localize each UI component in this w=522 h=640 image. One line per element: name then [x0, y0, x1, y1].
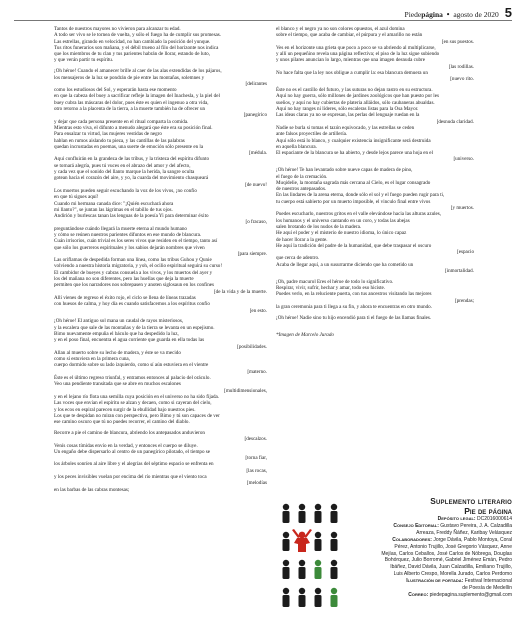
poem-line: [inmortalidad. [445, 267, 474, 274]
poem-line: Las estrellas, girando en velocidad, no han cambiado la posición del yunque. [54, 38, 211, 45]
legal-deposit [354, 516, 512, 523]
poem-line: y cómo se reúnen nuestros parientes difuntos en ese mundo de blancura. [54, 232, 202, 238]
poem-line: [desnuda claridad. [436, 118, 474, 125]
poem-line: Muqidelie, la montaña sagrada más cercana al Cielo, es el lugar consagrado [276, 179, 431, 186]
poem-line: y en el lejano río flota una semilla cuya posición en el universo no ha sido fijada. [54, 393, 220, 400]
poem-line: Para ensalzar tu virtud, las mujeres vestidas de negro [54, 131, 162, 138]
poem-line: [para siempre. [237, 250, 267, 257]
contributors-line-5: Ibáñez, David Dávila, Juan Calzadilla, Emiliano Trujillo, [390, 564, 512, 571]
poem-line: en que tú sigues aquí! [54, 194, 99, 201]
poem-line: Ves en el horizonte una grieta que poco a poco se va abriendo al multiplicarse, [276, 44, 436, 51]
cover-illustration-value-2: de Poesía de Medellín [462, 585, 512, 592]
poem-line: y en el poso final, encuentra el agua corriente que guarda en ella todas las [54, 337, 205, 344]
poem-line: con huesos de calma, y hoy día es cuando satisfacemos a los espíritus confío [54, 301, 210, 308]
figures-illustration [276, 497, 348, 623]
poem-line: [de la vida y de la muerte. [213, 288, 267, 295]
legal-deposit-value: DC2016000614 [476, 516, 512, 522]
poem-line: como los estudiosos del Sol, y esperarán hasta ese momento [54, 87, 177, 94]
poem-line: sobre el tiempo, que acaba de cambiar, el púrpura y el amarillo no están [276, 32, 423, 39]
publication-name-plain: Pie [404, 10, 415, 19]
contributors-line-4: Bohórquez, Julio Borromé, Gabriel Jiménez Emán, Pedro [384, 557, 512, 564]
poem-line: Allan al muerto sobre su lecho de madera, y éste se va mecido [54, 349, 181, 356]
image-credit: *Imagen de Marcelo Jurado [276, 332, 334, 339]
poem-line: y los peces invisibles vuelan por encima del río mientras que el viento toca [54, 473, 207, 480]
poem-line: cuerpo dormido sobre su lado izquierdo, como sí aún estuviera en el vientre [54, 362, 209, 369]
poem-line: y unos pilares anuncian lo largo, mientras que una imagen desnuda cubre [276, 57, 425, 64]
poem-line: el fuego de la cremación. [276, 173, 328, 180]
poem-line: En las lindares de la arena eterna, donde sólo el sol y el fuego pueden rugir para ti, [276, 192, 445, 199]
poem-line: Acaba de llegar aquí, a un susurrarme diciendo que ha cometido un [276, 261, 414, 268]
poem-line: ante falsos proyectiles de artillería. [276, 131, 348, 138]
poem-line: He aquí la tradición del padre de la humanidad, que debe traspasar el oscuro [276, 242, 432, 249]
header-info [405, 6, 512, 19]
poem-line: y la escalera que sale de las montañas y de la tierra se levanta en un espejismo. [54, 324, 215, 331]
advisory-board [354, 523, 512, 530]
poem-line: ¡Oh héroe! Nadie sino tu hijo encendió para ti el fuego de las llamas finales. [276, 314, 432, 321]
poem-line: como sí estuviera en la primera cuna, [54, 356, 130, 363]
contributors-line-2: Pérez, Antonio Trujillo, José Gregorio Vásquez, Anne [394, 543, 512, 550]
supplement-title [354, 497, 512, 506]
advisory-board-names-1: Gustavo Pereira, J. A. Calzadilla [440, 522, 512, 529]
poem-line: [materno. [247, 368, 267, 375]
poem-line: Las voces que envían el espíritu se alzan y decaen, como si cayeran del cielo, [54, 400, 212, 407]
poem-line: la gran ceremonia para ti llega a su fin, y ahora te encuentras en otro mundo. [276, 303, 433, 310]
issue-date: agosto de 2020 [453, 10, 499, 19]
poem-line: [de nuevo! [245, 181, 267, 188]
poem-line: No hace falta que la ley nos obligue a cumplir la: esa blancura demuera un [276, 70, 428, 77]
poem-line: Éste es el último regreso triunfal, y entramos entonces al palacio del oráculo. [54, 375, 211, 382]
contributors-line-1: Jorge Dávila, Pablo Montoya, Coral [433, 536, 512, 543]
contributors-label: Colaboradores: [392, 536, 432, 543]
poem-line: de hacer llorar a la gente. [276, 236, 328, 243]
poem-line: Andirión y burlescas tanan las lenguas de la poesía Yi para determinar éxito [54, 213, 209, 220]
poem-line: y allí un pequeñino revela una página reflectiva; el piso de la luz sigue subiendo [276, 51, 440, 58]
poem-line: [en sus puestos. [441, 38, 474, 45]
poem-line: [en esto. [249, 307, 267, 314]
cover-illustration-value-1: Festival Internacional [464, 578, 512, 585]
poem-line: [las rodillas. [448, 63, 474, 70]
poem-line: Recorre a pie el camino de blancura, abriendo los antepasados anduvieron [54, 429, 205, 436]
poem-column-left [54, 26, 267, 493]
poem-line: [descalzos. [244, 436, 267, 443]
poem-line: ¡Oh héroe! El antiguo sol mana un caudal de rayos misteriosos, [54, 318, 184, 325]
poem-line: buey cubra las máscaras del dolor, pues éste es quien el ingenuo a otra vida, [54, 99, 209, 106]
poem-line: [espacio [457, 249, 474, 256]
poem-line: Las ideas claras ya no se expresan, las perlas del lenguaje ruedan en la [276, 112, 420, 119]
poem-line: Veo una pendiente transitada que se abre en muchos escalones [54, 381, 181, 388]
poem-line: A todo ser vivo se le tornea de vuelta, y sólo el fuego ha de cumplir sus promesas. [54, 32, 222, 39]
poem-line: Bimo nuevamente empuña el báculo que ha despedido la luz, [54, 330, 179, 337]
poem-line: El cambidor de bueyes y cabras consuela a los vivos, y los muertos del ayer y [54, 269, 213, 276]
poem-line: en aquella blancura. [276, 143, 317, 150]
poem-line: los mensajeros de la luz se pondrán de pie entre las montañas, solemnes y [54, 74, 205, 81]
poem-line: [melodías [246, 480, 267, 487]
poem-line: hablan en rumos aislando tu pieza, y las cantillas de las palabras [54, 137, 185, 144]
header-rule [14, 20, 512, 21]
poem-line: los árboles sonríen al aire libre y el alegrías del séptimo espacio se enfrenta en [54, 461, 214, 468]
poem-line: Venís cosas tímidas envío en la verdad, y entonces el cuerpo se diluye. [54, 442, 198, 449]
poem-line: ¡Oh héroe! Te han levantado sobre nueve capas de madera de pino, [276, 167, 413, 174]
publication-name-connector: de [414, 10, 422, 19]
contributors-line-3: Mejías, Carlos Ceballos, José Carlos de Nóbrega, Douglas [381, 550, 512, 557]
poem-line: permiten que los narradores nos sobrepasen y anoten siglosaun en los confines [54, 282, 214, 289]
supplement-title-line1: Suplemento literario [430, 496, 512, 506]
poem-line: [o fracaso, [245, 219, 267, 226]
contact-email [354, 592, 512, 599]
poem-line: Un engaño debe dispersarlo al centro de un panegírico pilotado, el tiempo se [54, 448, 211, 455]
stanza-break [276, 326, 474, 331]
legal-deposit-label: Depósito legal: [437, 516, 476, 522]
poem-line: Éste no es el castillo del futuro, y las suturas no dejan rastro en su estructura. [276, 87, 433, 94]
poem-line: que los miembros de tu clan y tus parientes habrán de llorar, estando de luto, [54, 51, 210, 58]
poem-line: Nadie se burla si tomas el tazón equivocado, y las estrellas se ceden [276, 124, 415, 131]
contributors [354, 537, 512, 544]
poem-line: ¡Oh, padre macurol Eres el héroe de todo lo significativo. [276, 278, 394, 285]
poem-line: volviendo a nuestra historia migratoria, y yoh, el ocilio espiritual seguirá su curso! [54, 263, 223, 270]
advisory-board-names-2: Arreaza, Freddy Ñáñez, Karibay Velásquez [416, 529, 512, 536]
email-label: Correo: [408, 591, 429, 598]
poem-line: y dejar que cada persona presente en el ritual comparta la comida. [54, 118, 189, 125]
supplement-masthead [354, 497, 512, 599]
publication-name-bold: página [421, 10, 443, 19]
poem-line: El espaciante de la blancura se ha abierto, y desde lejos parece una hoja en el [276, 150, 433, 157]
poem-line: ese camino oscuro que tú no puedes recorrer, el camino del diablo. [54, 419, 190, 426]
poem-line: [las rocas, [246, 467, 267, 474]
poem-line: el blanco y el negro ya no son colores opuestos, el azul domina [276, 26, 405, 32]
poem-line: Los que te despidan no miran con perspectiva, pero Bimo y tú son capaces de ver [54, 412, 220, 419]
poem-line: los humanos y el universo cantando en un coro, y todas las abejas [276, 217, 410, 224]
poem-line: tu cuerpo está sabierto por un muerto imposible, el vinculo final entre vivos [276, 198, 431, 205]
poem-line: Puedes verlo, en la reluciente puerta, con tus ancestros visitando las mejores [276, 291, 432, 298]
poem-line: Mientras esto viva, el difunto a menudo alegará que éste era su posición final. [54, 124, 213, 131]
poem-line: [multidimensionales, [224, 387, 267, 394]
poem-line: los del mañana no son diferentes, pero las huellas que deja la muerte [54, 276, 194, 283]
cover-illustration [354, 578, 512, 585]
poem-line: Allí vienes de regreso el éxito rojo, el ciclo se llena de líneas trazadas [54, 294, 196, 301]
poem-line: que sólo los guerreros espirituales y los sabios dejarán nombres que viven [54, 244, 205, 251]
poem-line: quedan incrustadas en poemas, una suerte de emoción sólo presente en la [54, 143, 204, 150]
poem-line: de nuestros antepasados. [276, 186, 327, 193]
poem-line: [y muertos. [450, 205, 474, 212]
poem-line: Los muertos pueden seguir escuchando la voz de los vivos, ¡no confío [54, 187, 197, 194]
poem-line: en las barbas de las cabras montesas; [54, 486, 130, 493]
poem-line: Puedes escucharlo, nuestros gritos en el valle elevándose hacia las alturas azules, [276, 211, 442, 218]
poem-line: salen brotando de los nudos de la madera. [276, 223, 362, 230]
header-separator: • [445, 10, 451, 19]
poem-line: preguntándose cuándo llegará la muerte eterna al mundo humano [54, 225, 187, 232]
poem-line: gotean hacia el corazón del aire, y yo, la cuarda del movimiento chasqueará [54, 175, 209, 182]
poem-line: sueños, y aquí no hay cubiertas de plateria alláidos, sólo caubaneras abualdas. [276, 99, 435, 106]
poem-line: Tus ritos funerarios son mañana, y el débil trueno al filo del horizonte nos indica [54, 44, 219, 51]
email-value[interactable]: piedepagina.suplemento@gmail.com [429, 591, 512, 598]
poem-line: Cuán irrisorios, cuán trivial es los seres vivos que residen en el tiempo, tanto así [54, 238, 218, 245]
advisory-board-label: Consejo Editorial: [393, 522, 439, 529]
poem-line: y cada vez que el sonido del llanto marque la herida, la sangre oculta [54, 169, 195, 176]
poem-line: [prendas; [455, 297, 474, 304]
poem-line: mi llanto?", se juntan las lágrimas en el tabillo de tus ojos. [54, 206, 173, 213]
poem-line: Aquí no hay ranges ni líderes, sólo escaleras listas para la Osa Mayor. [276, 106, 419, 113]
poem-line: [médula. [249, 150, 267, 157]
poem-line: [delirantes [245, 80, 267, 87]
poem-line: en que la cabeza del buey a sacrificar refleje la imagen del Inachesla, y la piel del [54, 93, 220, 100]
poem-line: Aquí confluirán en la grandeza de las tribus, y la tristeza del espíritu difunto [54, 156, 210, 163]
contributors-line-6: Luis Alberto Crespo, Morella Jurado, Carlos Perdomo [393, 571, 512, 578]
poem-line: Aquí sólo está lo blanco, y cualquier existencia insignificante será destruida [276, 137, 431, 144]
poem-line: y que verán partir tu espíritu. [54, 57, 114, 64]
poem-line: He aquí el poder y el misterio de nuestro idioma, lo único capaz [276, 230, 407, 237]
poem-line: Cuando mi hermana canada dice: "¡Quién escuchará ahora [54, 200, 174, 207]
poem-line: Tantos de nuestros mayores no vivieron para alcanzar tu edad. [54, 26, 181, 32]
poem-line: [panegírico [243, 112, 267, 119]
poem-line: [nuevo rito. [450, 76, 474, 83]
poem-line: [torna fiar, [245, 455, 267, 462]
page-number: 5 [504, 5, 512, 20]
cover-illustration-label: Ilustración de portada: [406, 578, 464, 585]
publication-name [405, 10, 443, 19]
poem-line: y los ecos en espiral parecen surgir de la ebullidad bajo nuestros pies. [54, 406, 196, 413]
supplement-title-line2: Pie de página [464, 506, 512, 516]
poem-line: Respirar, vivir, sufrir, hechar y amar, todo eso hiciste. [276, 285, 386, 292]
poem-line: ¡Oh héroe! Cuando el amanecer brille al caer de las alas extendidas de los pájaros, [54, 68, 222, 75]
supplement-masthead-block [276, 497, 512, 633]
poem-column-right [276, 26, 474, 338]
poem-line: que cerca de adentro. [276, 255, 320, 262]
poem-line: [universo. [453, 156, 474, 163]
poem-line: [posibilidades. [237, 343, 267, 350]
poem-line: otro retorno a la placenta de la tierra, a la muerte también ha de ofrecer un [54, 106, 206, 113]
poem-line: Las oriflamas de despedida forman una línea, como las tribus Guhou y Qunie [54, 257, 212, 264]
poem-line: se tornará alegría, pues tú vuces en el abrazo del amor y del afecto, [54, 162, 191, 169]
poem-line: Aquí no hay guerra, sólo millones de jardines zoológicos que han puesto por les [276, 93, 439, 100]
supplement-subtitle [354, 506, 512, 516]
